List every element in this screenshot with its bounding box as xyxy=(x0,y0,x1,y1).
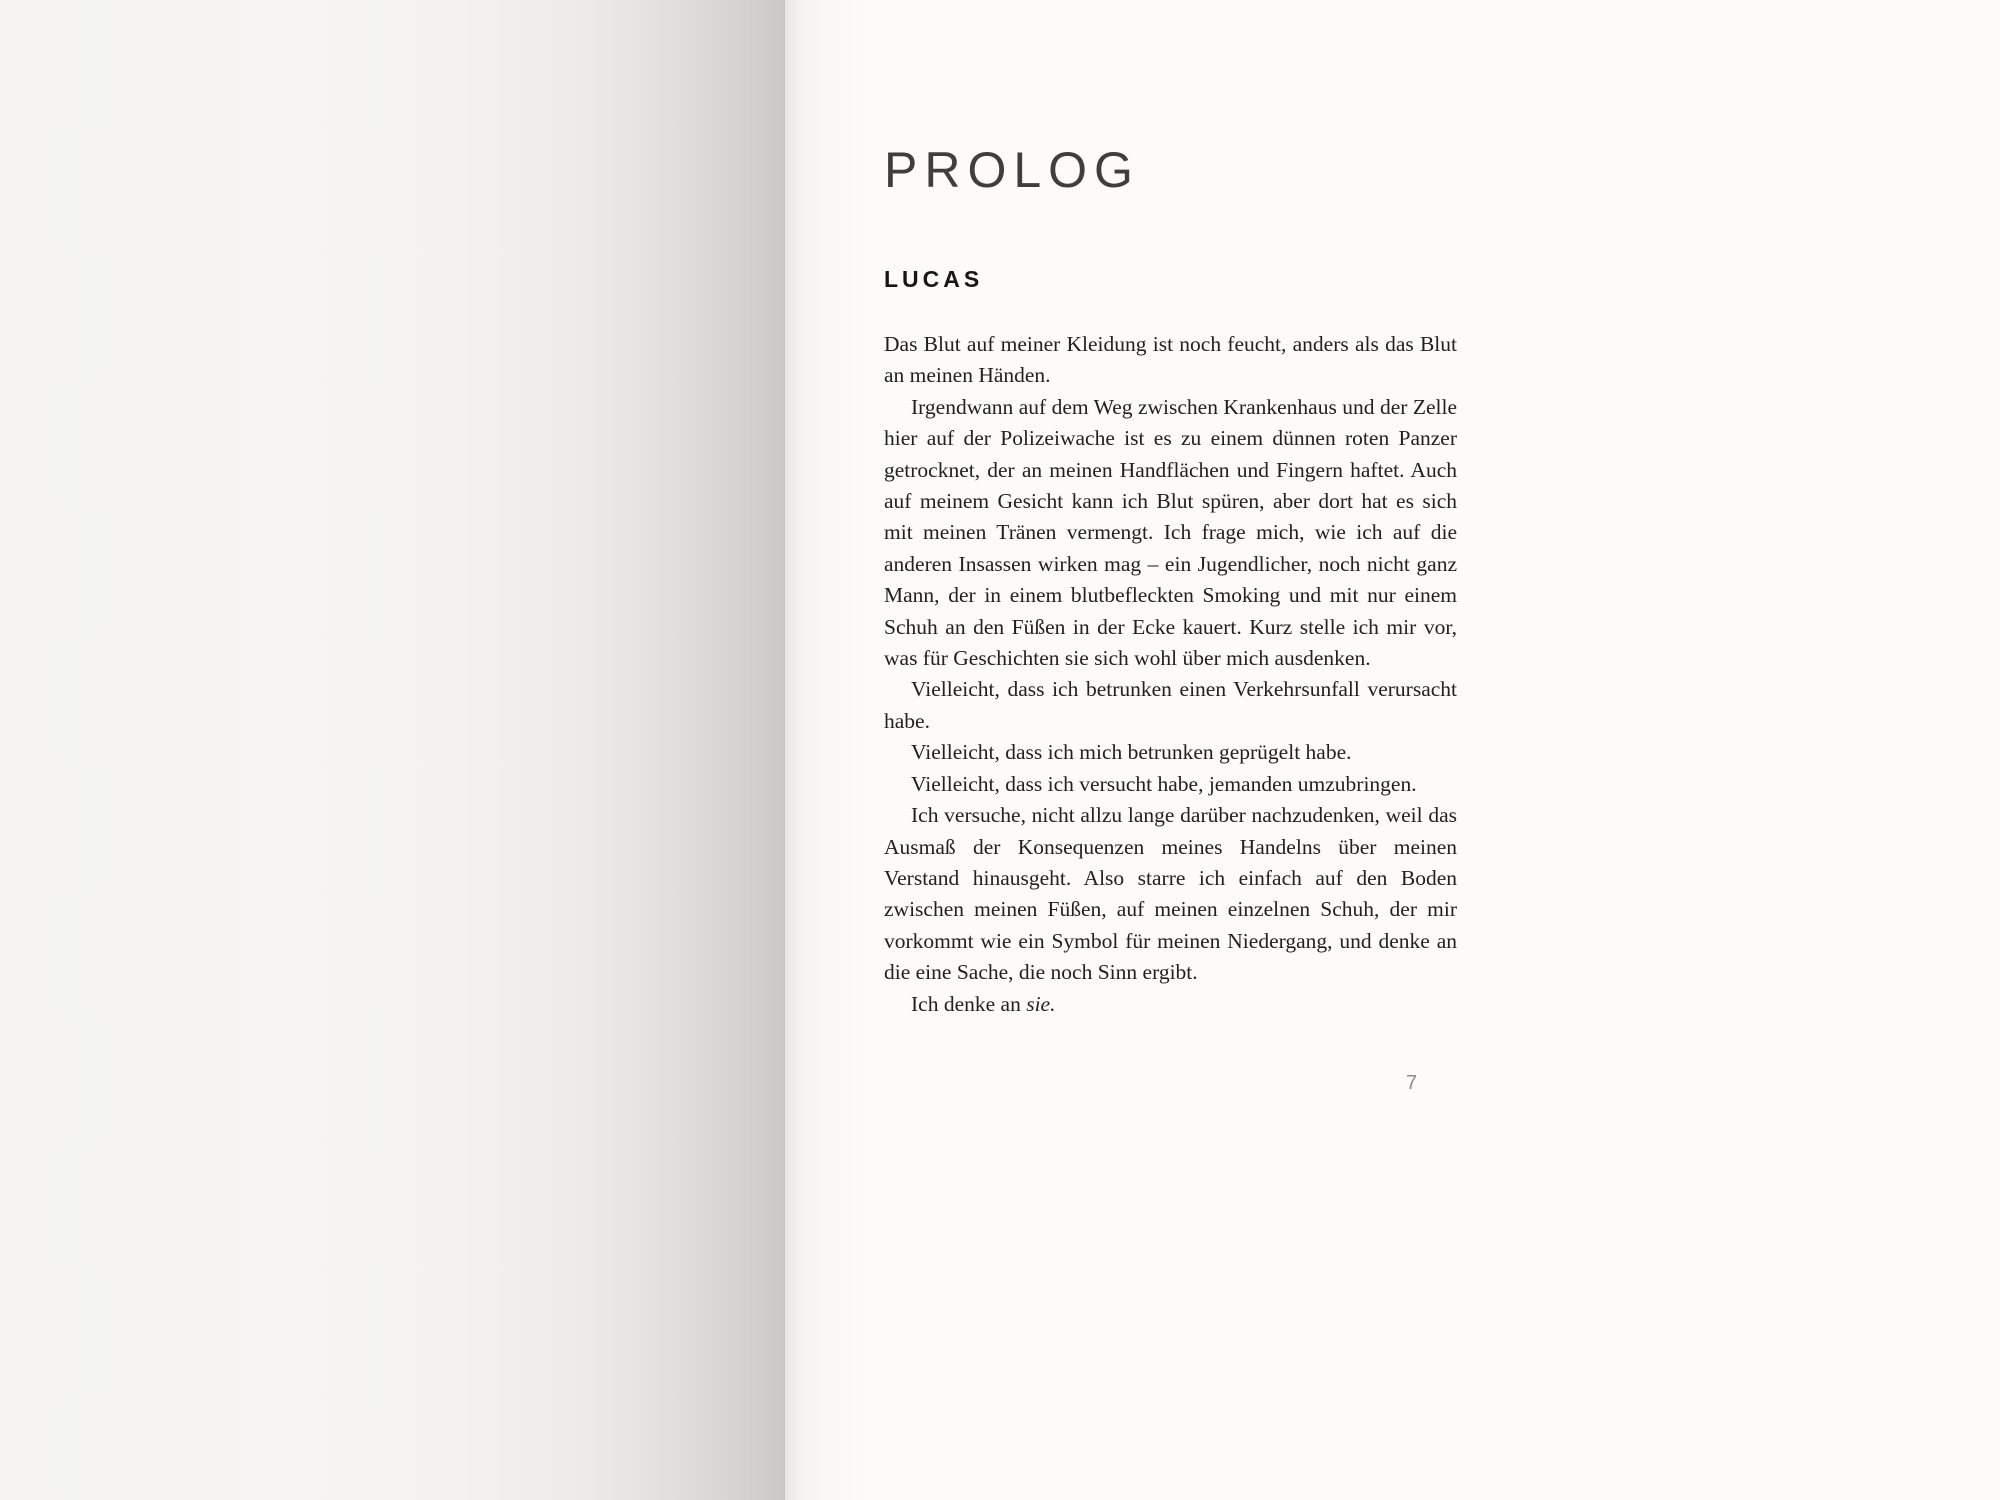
body-text-block xyxy=(884,329,1457,1020)
paragraph: Vielleicht, dass ich betrunken einen Verkehrsunfall verursacht habe. xyxy=(884,677,1457,733)
paragraph: Vielleicht, dass ich mich betrunken geprügelt habe. xyxy=(911,740,1352,765)
paragraph: Das Blut auf meiner Kleidung ist noch feucht, anders als das Blut an meinen Händen. xyxy=(884,332,1457,388)
left-blank-page xyxy=(0,0,785,1500)
paragraph-text-italic: sie. xyxy=(1026,991,1056,1016)
pov-character-name: LUCAS xyxy=(884,266,984,292)
paragraph: Vielleicht, dass ich versucht habe, jemanden umzubringen. xyxy=(911,771,1417,796)
paragraph xyxy=(884,989,1457,1020)
paragraph: Irgendwann auf dem Weg zwischen Krankenhaus und der Zelle hier auf der Polizeiwache ist es zu einem dünnen roten Panzer getrocknet, der an meinen Handflächen und Fingern haftet. Auch auf meinem Gesicht kann ich Blut spüren, aber dort hat es sich mit meinen Tränen vermengt. Ich frage mich, wie ich auf die anderen Insassen wirken mag – ein Jugendlicher, noch nicht ganz Mann, der in einem blutbefleckten Smoking und mit nur einem Schuh an den Füßen in der Ecke kauert. Kurz stelle ich mir vor, was für Geschichten sie sich wohl über mich ausdenken. xyxy=(884,394,1457,671)
right-text-page xyxy=(785,0,2000,1500)
page-number: 7 xyxy=(1406,1072,1418,1094)
paragraph-text: Ich denke an xyxy=(911,991,1027,1016)
paragraph: Ich versuche, nicht allzu lange darüber nachzudenken, weil das Ausmaß der Konsequenzen meines Handelns über meinen Verstand hinausgeht. Also starre ich einfach auf den Boden zwischen meinen Füßen, auf meinen einzelnen Schuh, der mir vorkommt wie ein Symbol für meinen Niedergang, und denke an die eine Sache, die noch Sinn ergibt. xyxy=(884,803,1457,985)
chapter-heading: PROLOG xyxy=(884,142,1140,198)
